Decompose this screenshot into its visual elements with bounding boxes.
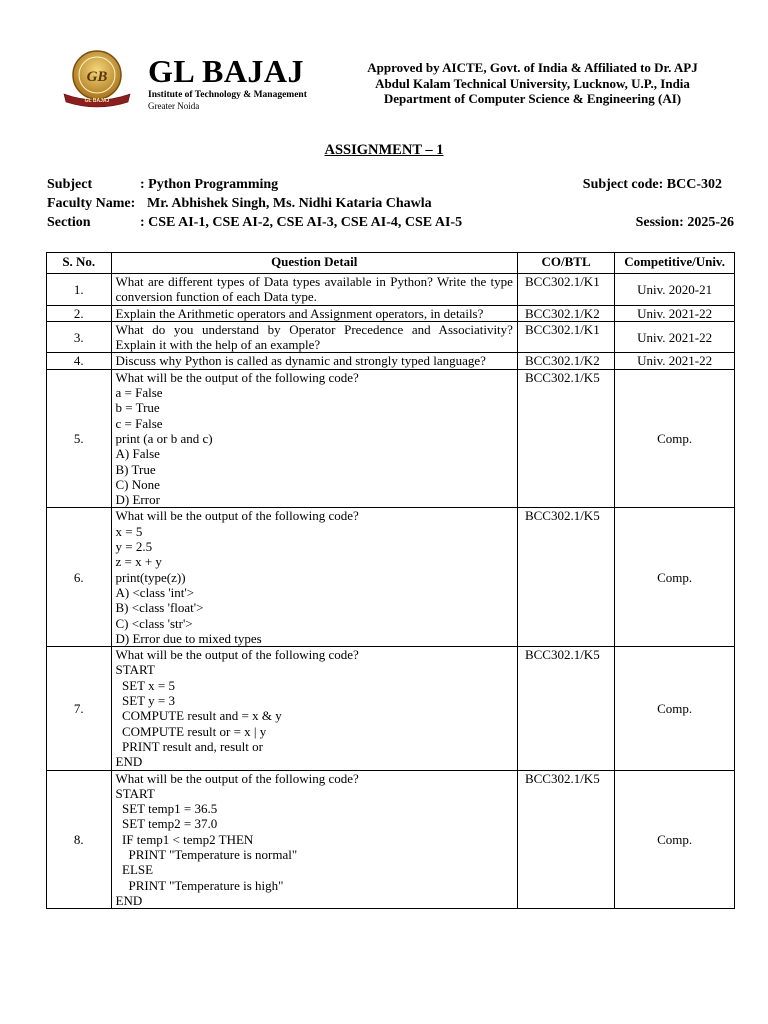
question-detail bbox=[111, 274, 517, 306]
question-line: C) <class 'str'> bbox=[115, 615, 193, 631]
table-row bbox=[47, 353, 735, 369]
header-co-btl: CO/BTL bbox=[517, 253, 614, 274]
department-line: Department of Computer Science & Engineering (AI) bbox=[383, 91, 682, 106]
question-number: 7. bbox=[47, 647, 112, 770]
question-line: C) None bbox=[115, 476, 160, 492]
table-row bbox=[47, 321, 735, 353]
subject-value: : Python Programming bbox=[140, 177, 279, 192]
subject-label: Subject bbox=[47, 177, 93, 192]
question-source: Comp. bbox=[615, 647, 735, 770]
question-source: Univ. 2021-22 bbox=[615, 305, 735, 321]
question-detail bbox=[111, 770, 517, 909]
question-line: What do you understand by Operator Precedence and Associativity? Explain it with the help of an example? bbox=[115, 321, 513, 353]
question-line: PRINT "Temperature is high" bbox=[115, 877, 284, 893]
question-line: D) Error bbox=[115, 492, 160, 508]
question-detail bbox=[111, 508, 517, 647]
table-row bbox=[47, 274, 735, 306]
question-source: Comp. bbox=[615, 770, 735, 909]
question-line: Explain the Arithmetic operators and Assignment operators, in details? bbox=[115, 305, 484, 321]
question-detail bbox=[111, 305, 517, 321]
question-line: What will be the output of the following code? bbox=[115, 508, 359, 524]
question-line: c = False bbox=[115, 415, 163, 431]
question-line: SET temp1 = 36.5 bbox=[115, 801, 218, 817]
table-row bbox=[47, 369, 735, 508]
question-line: print (a or b and c) bbox=[115, 430, 213, 446]
question-number: 3. bbox=[47, 321, 112, 353]
question-number: 2. bbox=[47, 305, 112, 321]
question-number: 5. bbox=[47, 369, 112, 508]
section-value: : CSE AI-1, CSE AI-2, CSE AI-3, CSE AI-4, CSE AI-5 bbox=[140, 215, 463, 230]
question-source: Univ. 2021-22 bbox=[615, 321, 735, 353]
header-sno: S. No. bbox=[47, 253, 112, 274]
question-number: 4. bbox=[47, 353, 112, 369]
approval-statement bbox=[345, 60, 720, 107]
question-number: 8. bbox=[47, 770, 112, 909]
question-line: END bbox=[115, 892, 143, 908]
question-line: x = 5 bbox=[115, 523, 143, 539]
question-line: SET temp2 = 37.0 bbox=[115, 816, 218, 832]
co-btl: BCC302.1/K5 bbox=[517, 770, 614, 909]
question-line: What will be the output of the following code? bbox=[115, 369, 359, 385]
question-line: START bbox=[115, 662, 155, 678]
question-detail bbox=[111, 369, 517, 508]
question-line: START bbox=[115, 785, 155, 801]
table-header-row bbox=[47, 253, 735, 274]
institute-logo bbox=[58, 48, 136, 108]
co-btl: BCC302.1/K1 bbox=[517, 321, 614, 353]
subject-code: Subject code: BCC-302 bbox=[582, 177, 722, 192]
question-line: SET x = 5 bbox=[115, 677, 175, 693]
question-line: COMPUTE result and = x & y bbox=[115, 708, 282, 724]
co-btl: BCC302.1/K5 bbox=[517, 647, 614, 770]
question-line: What will be the output of the following code? bbox=[115, 770, 359, 786]
question-detail bbox=[111, 647, 517, 770]
question-detail bbox=[111, 321, 517, 353]
table-row bbox=[47, 305, 735, 321]
questions-table bbox=[46, 252, 735, 909]
question-line: ELSE bbox=[115, 862, 154, 878]
question-line: B) True bbox=[115, 461, 156, 477]
table-row bbox=[47, 508, 735, 647]
question-line: A) <class 'int'> bbox=[115, 584, 195, 600]
section-label: Section bbox=[47, 215, 91, 230]
question-line: Discuss why Python is called as dynamic and strongly typed language? bbox=[115, 353, 486, 369]
question-source: Univ. 2021-22 bbox=[615, 353, 735, 369]
question-line: PRINT "Temperature is normal" bbox=[115, 846, 298, 862]
faculty-value: Mr. Abhishek Singh, Ms. Nidhi Kataria Chawla bbox=[147, 196, 432, 211]
question-line: SET y = 3 bbox=[115, 693, 175, 709]
document-header bbox=[0, 0, 768, 130]
question-detail bbox=[111, 353, 517, 369]
assignment-title: ASSIGNMENT – 1 bbox=[324, 142, 444, 158]
question-line: B) <class 'float'> bbox=[115, 600, 204, 616]
table-row bbox=[47, 647, 735, 770]
faculty-label: Faculty Name: bbox=[47, 196, 136, 211]
co-btl: BCC302.1/K5 bbox=[517, 508, 614, 647]
institute-location: Greater Noida bbox=[148, 101, 200, 111]
question-line: What are different types of Data types available in Python? Write the type conversion function of each Data type. bbox=[115, 274, 513, 305]
question-source: Comp. bbox=[615, 508, 735, 647]
question-line: PRINT result and, result or bbox=[115, 738, 263, 754]
question-line: END bbox=[115, 754, 143, 770]
question-line: z = x + y bbox=[115, 554, 162, 570]
question-source: Comp. bbox=[615, 369, 735, 508]
question-line: print(type(z)) bbox=[115, 569, 186, 585]
faculty-row bbox=[47, 196, 722, 215]
question-number: 1. bbox=[47, 274, 112, 306]
subject-row bbox=[47, 177, 722, 196]
question-line: a = False bbox=[115, 385, 163, 401]
table-row bbox=[47, 770, 735, 909]
institute-name: GL BAJAJ bbox=[148, 53, 305, 89]
question-number: 6. bbox=[47, 508, 112, 647]
co-btl: BCC302.1/K2 bbox=[517, 305, 614, 321]
question-line: y = 2.5 bbox=[115, 539, 153, 555]
question-line: A) False bbox=[115, 446, 160, 462]
logo-monogram: GB bbox=[86, 69, 108, 85]
approval-line-2: Abdul Kalam Technical University, Lucknow, U.P., India bbox=[375, 75, 690, 91]
header-question: Question Detail bbox=[111, 253, 517, 274]
section-row bbox=[47, 215, 734, 234]
institute-subtitle: Institute of Technology & Management bbox=[148, 90, 307, 100]
approval-line-1: Approved by AICTE, Govt. of India & Affiliated to Dr. APJ bbox=[367, 60, 698, 75]
question-line: IF temp1 < temp2 THEN bbox=[115, 831, 254, 847]
session-label: Session: 2025-26 bbox=[635, 215, 734, 230]
co-btl: BCC302.1/K1 bbox=[517, 274, 614, 306]
question-line: b = True bbox=[115, 400, 160, 416]
question-source: Univ. 2020-21 bbox=[615, 274, 735, 306]
co-btl: BCC302.1/K2 bbox=[517, 353, 614, 369]
header-type: Competitive/Univ. bbox=[615, 253, 735, 274]
institute-brand bbox=[148, 54, 307, 111]
question-line: D) Error due to mixed types bbox=[115, 630, 262, 646]
question-line: COMPUTE result or = x | y bbox=[115, 723, 267, 739]
logo-ribbon-text: GL BAJAJ bbox=[84, 98, 110, 104]
co-btl: BCC302.1/K5 bbox=[517, 369, 614, 508]
question-line: What will be the output of the following code? bbox=[115, 647, 359, 663]
